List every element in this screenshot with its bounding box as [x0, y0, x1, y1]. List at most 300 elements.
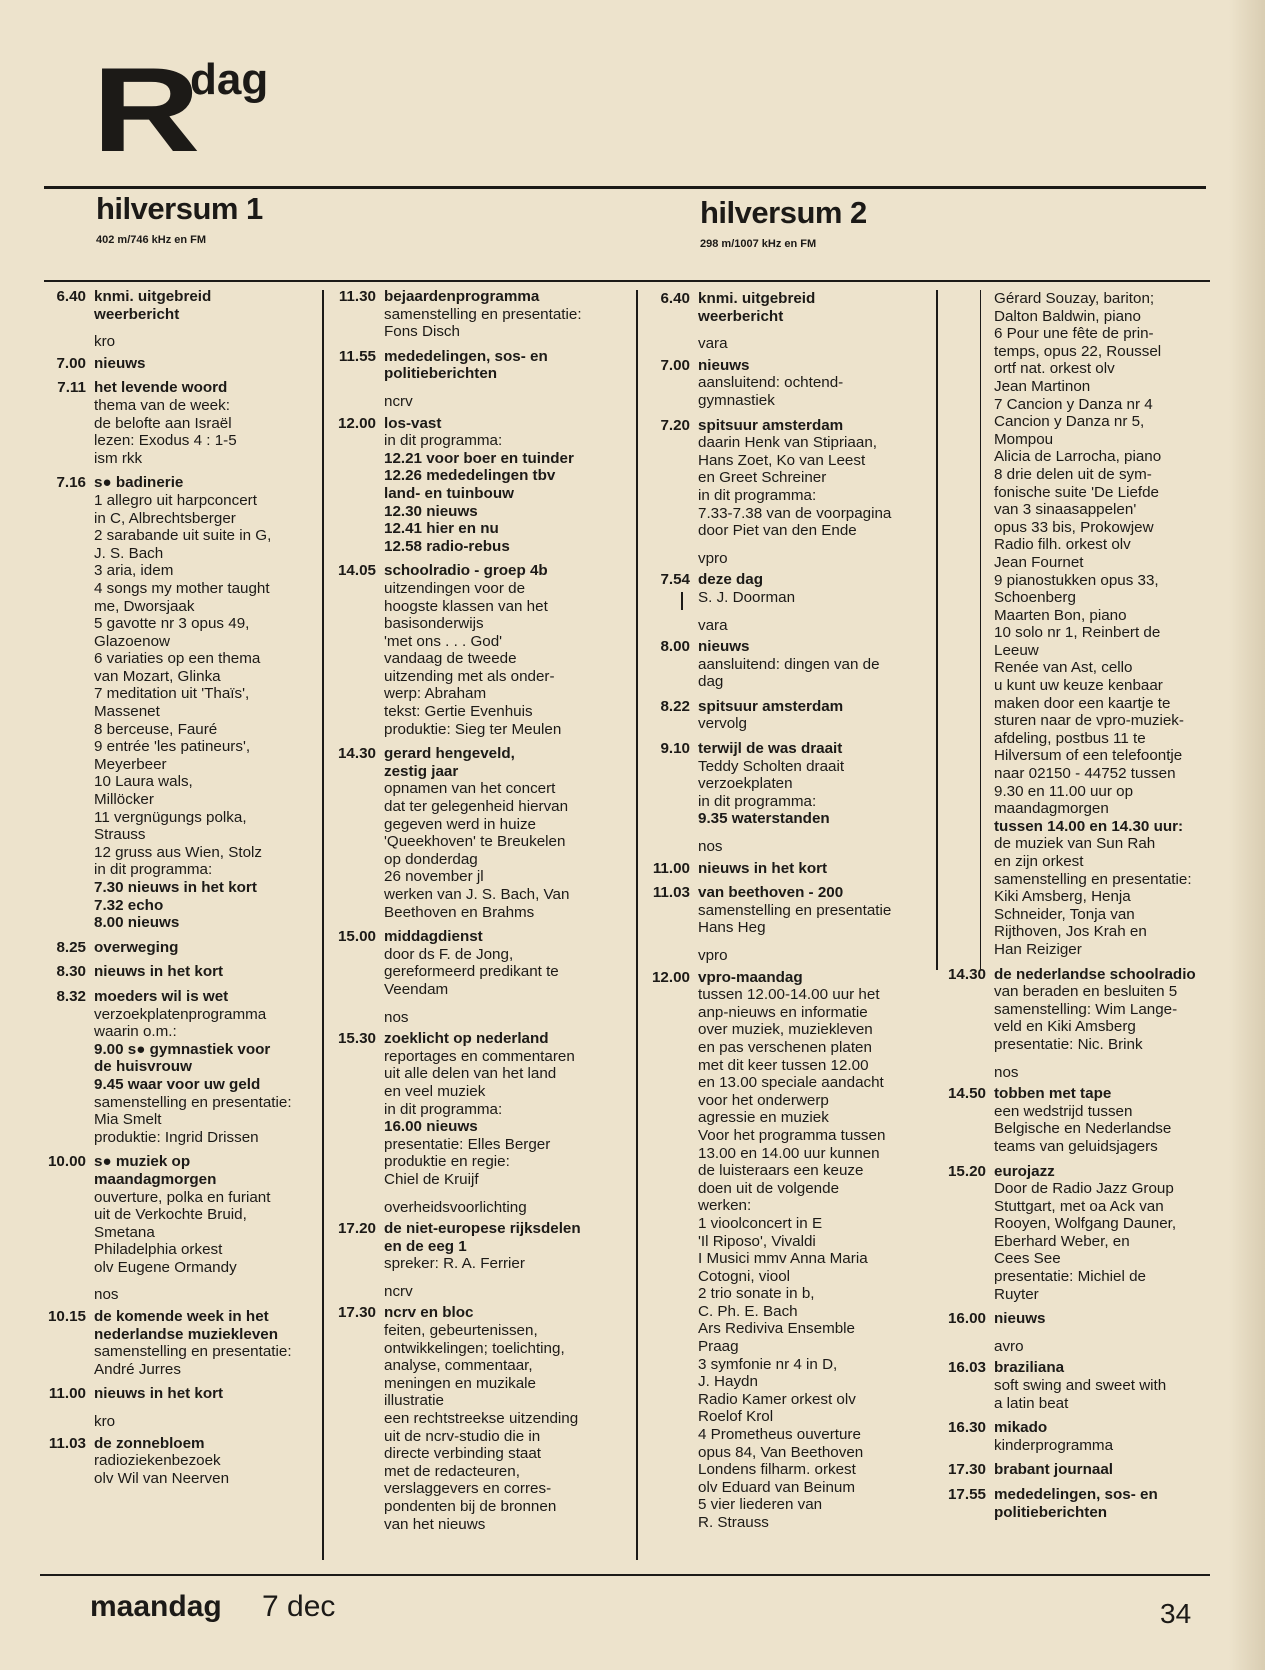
program-detail-line: olv Eduard van Beinum: [698, 1478, 856, 1496]
program-time: 7.20: [660, 416, 690, 434]
program-detail-line: Hilversum of een telefoontje: [994, 747, 1183, 765]
program-detail-line: 5 gavotte nr 3 opus 49,: [94, 615, 250, 633]
program-time: 7.00: [56, 354, 86, 372]
program-title: nieuws: [94, 354, 146, 372]
program-detail-line: 9.00 s● gymnastiek voor: [94, 1040, 271, 1058]
program-detail-line: teams van geluidsjagers: [994, 1137, 1158, 1155]
schedule-column-hilversum2-a: [644, 290, 934, 1539]
footer-day: maandag: [90, 1590, 222, 1623]
program-detail-line: soft swing and sweet with: [994, 1377, 1167, 1395]
program-detail-line: 10 solo nr 1, Reinbert de: [994, 624, 1161, 642]
program-detail-line: 7 Cancion y Danza nr 4: [994, 395, 1153, 413]
program-detail-line: R. Strauss: [698, 1514, 769, 1531]
broadcaster-label: nos: [384, 1008, 409, 1026]
program-time: 12.00: [337, 414, 376, 432]
program-detail-line: Glazoenow: [94, 632, 170, 650]
program-detail-line: presentatie: Elles Berger: [384, 1135, 551, 1153]
program-time: 7.54: [660, 571, 690, 589]
program-detail-line: Mia Smelt: [94, 1111, 162, 1129]
program-detail-line: 7.32 echo: [94, 896, 164, 914]
program-detail-line: verslaggevers en corres-: [384, 1480, 552, 1498]
broadcaster-label: vpro: [698, 947, 728, 964]
broadcaster-label: vpro: [698, 549, 728, 567]
program-entry: [644, 357, 934, 410]
program-time: 15.00: [337, 928, 376, 946]
program-detail-line: gereformeerd predikant te: [384, 963, 559, 981]
program-detail-line: Philadelphia orkest: [94, 1241, 223, 1259]
program-time: 7.16: [56, 474, 86, 492]
program-entry: [940, 1419, 1230, 1454]
program-detail-line: op donderdag: [384, 850, 478, 868]
program-title: nieuws in het kort: [94, 1385, 224, 1403]
program-detail-line: waarin o.m.:: [94, 1023, 177, 1041]
program-detail-line: verzoekplaten: [698, 775, 793, 793]
program-entry: [330, 1220, 630, 1273]
program-detail-line: basisonderwijs: [384, 615, 484, 633]
program-detail-line: ontwikkelingen; toelichting,: [384, 1339, 565, 1357]
program-detail-line: maken door een kaartje te: [994, 694, 1171, 712]
program-entry: [940, 290, 1230, 959]
program-detail-line: pondenten bij de bronnen: [384, 1498, 557, 1515]
program-time: 11.00: [652, 859, 690, 877]
program-detail-line: opus 84, Van Beethoven: [698, 1443, 864, 1461]
program-entry: [330, 288, 630, 341]
program-title: nieuws: [698, 356, 750, 374]
program-detail-line: Veendam: [384, 980, 449, 998]
program-entry: [40, 1153, 320, 1276]
program-title: de zonnebloem: [94, 1434, 205, 1452]
program-detail-line: tekst: Gertie Evenhuis: [384, 703, 533, 721]
program-detail-line: J. S. Bach: [94, 544, 164, 562]
program-detail-line: 11 vergnügungs polka,: [94, 808, 247, 826]
program-detail-line: voor het onderwerp: [698, 1091, 829, 1109]
program-detail-line: de belofte aan Israël: [94, 414, 232, 432]
program-detail-line: in C, Albrechtsberger: [94, 509, 236, 527]
program-detail-line: over muziek, muziekleven: [698, 1021, 873, 1039]
program-detail-line: 'Il Riposo', Vivaldi: [698, 1232, 816, 1250]
program-detail-line: 13.00 en 14.00 uur kunnen: [698, 1144, 880, 1162]
program-detail-line: fonische suite 'De Liefde: [994, 483, 1160, 501]
program-detail-line: dag: [698, 673, 724, 691]
program-detail-line: Door de Radio Jazz Group: [994, 1180, 1174, 1198]
program-title: nieuws: [994, 1310, 1046, 1328]
program-time: 8.25: [56, 938, 86, 956]
program-entry: [40, 939, 320, 957]
program-detail-line: 8 drie delen uit de sym-: [994, 465, 1152, 483]
program-entry: [940, 1486, 1230, 1521]
program-entry: [644, 698, 934, 733]
program-detail-line: Schoenberg: [994, 589, 1076, 607]
program-entry: [330, 348, 630, 383]
program-title: schoolradio - groep 4b: [384, 562, 548, 580]
program-time: 11.30: [338, 288, 376, 305]
program-detail-line: Teddy Scholten draait: [698, 757, 845, 775]
program-detail-line: presentatie: Michiel de: [994, 1268, 1146, 1286]
program-detail-line: 6 Pour une fête de prin-: [994, 325, 1154, 343]
broadcaster-label: overheidsvoorlichting: [384, 1198, 527, 1216]
program-detail-line: samenstelling en presentatie:: [94, 1093, 292, 1111]
program-detail-line: met de redacteuren,: [384, 1462, 520, 1480]
program-detail-line: Cancion y Danza nr 5,: [994, 413, 1145, 431]
program-detail-line: Rijthoven, Jos Krah en: [994, 923, 1147, 941]
program-detail-line: 8 berceuse, Fauré: [94, 720, 218, 738]
program-entry: [940, 1310, 1230, 1328]
program-title: knmi. uitgebreid: [94, 288, 212, 305]
program-title: de nederlandse schoolradio: [994, 965, 1196, 983]
program-detail-line: Maarten Bon, piano: [994, 606, 1127, 624]
program-detail-line: 12.26 mededelingen tbv: [384, 467, 556, 485]
schedule-column-hilversum2-b: [940, 290, 1230, 1528]
program-title: mededelingen, sos- en: [994, 1486, 1158, 1503]
program-detail-line: politieberichten: [384, 365, 498, 383]
program-detail-line: Gérard Souzay, bariton;: [994, 290, 1155, 307]
program-title: s● badinerie: [94, 474, 184, 492]
program-detail-line: 7.33-7.38 van de voorpagina: [698, 504, 892, 522]
program-detail-line: C. Ph. E. Bach: [698, 1302, 798, 1320]
program-detail-line: opnamen van het concert: [384, 780, 556, 798]
program-detail-line: Hans Zoet, Ko van Leest: [698, 451, 866, 469]
program-detail-line: 12.30 nieuws: [384, 502, 478, 520]
program-detail-line: u kunt uw keuze kenbaar: [994, 677, 1163, 695]
program-title: het levende woord: [94, 379, 228, 397]
program-time: 17.20: [337, 1220, 376, 1238]
program-title: eurojazz: [994, 1162, 1055, 1180]
program-time: 16.30: [947, 1419, 986, 1437]
program-entry: [40, 1385, 320, 1403]
program-entry: [644, 860, 934, 878]
program-detail-line: S. J. Doorman: [698, 588, 796, 606]
program-detail-line: 10 Laura wals,: [94, 773, 193, 791]
broadcaster-label: kro: [94, 333, 116, 351]
program-entry: [940, 1085, 1230, 1155]
program-detail-line: 9 pianostukken opus 33,: [994, 571, 1159, 589]
program-detail-line: in dit programma:: [384, 432, 503, 450]
header-rule: [44, 186, 1206, 189]
program-detail-line: 2 trio sonate in b,: [698, 1285, 815, 1303]
program-detail-line: verzoekplatenprogramma: [94, 1005, 267, 1023]
program-detail-line: a latin beat: [994, 1394, 1069, 1412]
program-detail-line: Radio filh. orkest olv: [994, 536, 1131, 554]
program-detail-line: Fons Disch: [384, 323, 460, 341]
station-title-1: hilversum 1: [96, 191, 263, 226]
program-detail-line: zestig jaar: [384, 762, 459, 780]
program-time: 6.40: [56, 288, 86, 305]
program-detail-line: met dit keer tussen 12.00: [698, 1056, 869, 1074]
program-detail-line: uitzendingen voor de: [384, 579, 526, 597]
program-detail-line: aansluitend: dingen van de: [698, 655, 880, 673]
program-title: zoeklicht op nederland: [384, 1030, 549, 1048]
program-entry: [644, 969, 934, 1532]
program-detail-line: 9 entrée 'les patineurs',: [94, 738, 251, 756]
program-detail-line: produktie en regie:: [384, 1153, 510, 1171]
program-detail-line: 4 Prometheus ouverture: [698, 1426, 861, 1444]
broadcaster-label: nos: [94, 1286, 119, 1304]
program-title: nieuws in het kort: [698, 859, 828, 877]
program-time: 11.55: [338, 347, 376, 365]
program-title: overweging: [94, 938, 179, 956]
program-detail-line: Beethoven en Brahms: [384, 903, 535, 921]
footer-rule: [40, 1574, 1210, 1576]
program-detail-line: 3 symfonie nr 4 in D,: [698, 1355, 838, 1373]
program-detail-line: 'met ons . . . God': [384, 632, 503, 650]
program-detail-line: nederlandse muziekleven: [94, 1325, 279, 1343]
program-detail-line: door Piet van den Ende: [698, 522, 857, 540]
program-title: ncrv en bloc: [384, 1304, 474, 1322]
program-title: deze dag: [698, 571, 763, 589]
program-title: los-vast: [384, 414, 442, 432]
program-detail-line: en veel muziek: [384, 1082, 486, 1100]
program-detail-line: door ds F. de Jong,: [384, 945, 514, 963]
program-entry: [40, 288, 320, 323]
program-detail-line: uit alle delen van het land: [384, 1065, 557, 1083]
program-title: mikado: [994, 1419, 1048, 1437]
program-detail-line: werp: Abraham: [384, 685, 487, 703]
program-detail-line: werken van J. S. Bach, Van: [384, 886, 570, 903]
program-detail-line: Londens filharm. orkest: [698, 1461, 856, 1479]
program-time: 7.11: [57, 379, 86, 397]
program-time: 16.00: [947, 1310, 986, 1328]
program-detail-line: maandagmorgen: [994, 800, 1109, 818]
broadcaster-label: avro: [994, 1337, 1024, 1355]
program-detail-line: reportages en commentaren: [384, 1047, 575, 1065]
program-detail-line: Schneider, Tonja van: [994, 905, 1135, 923]
program-time: 11.00: [48, 1385, 86, 1403]
program-detail-line: uitzending met als onder-: [384, 667, 555, 685]
program-detail-line: me, Dworsjaak: [94, 597, 195, 615]
program-entry: [644, 417, 934, 540]
program-detail-line: van Mozart, Glinka: [94, 667, 221, 685]
program-detail-line: 12.58 radio-rebus: [384, 537, 510, 555]
program-detail-line: veld en Kiki Amsberg: [994, 1018, 1136, 1036]
program-detail-line: vervolg: [698, 715, 747, 733]
program-title: spitsuur amsterdam: [698, 416, 844, 434]
program-time: 15.20: [947, 1162, 986, 1180]
broadcaster-label: ncrv: [384, 392, 413, 410]
program-detail-line: samenstelling en presentatie:: [94, 1343, 292, 1361]
broadcaster-label: vara: [698, 616, 728, 634]
program-entry: [40, 474, 320, 931]
program-detail-line: tussen 14.00 en 14.30 uur:: [994, 817, 1184, 835]
station-frequency-1: 402 m/746 kHz en FM: [96, 234, 207, 246]
broadcaster-label: kro: [94, 1413, 116, 1431]
program-detail-line: 'Queekhoven' te Breukelen: [384, 833, 566, 851]
program-detail-line: samenstelling: Wim Lange-: [994, 1000, 1178, 1018]
program-detail-line: thema van de week:: [94, 396, 230, 414]
program-time: 15.30: [337, 1030, 376, 1048]
program-detail-line: aansluitend: ochtend-: [698, 374, 844, 392]
program-detail-line: Strauss: [94, 826, 146, 844]
program-detail-line: J. Haydn: [698, 1373, 758, 1391]
program-time: 11.03: [48, 1434, 86, 1452]
program-detail-line: daarin Henk van Stipriaan,: [698, 434, 877, 452]
program-time: 14.30: [337, 745, 376, 763]
program-detail-line: hoogste klassen van het: [384, 597, 548, 615]
program-detail-line: Smetana: [94, 1223, 155, 1241]
program-title: knmi. uitgebreid: [698, 290, 816, 307]
page-edge-shade: [1229, 0, 1265, 1670]
stations-rule: [44, 280, 1210, 282]
column-divider-2: [636, 290, 638, 1560]
program-detail-line: I Musici mmv Anna Maria: [698, 1250, 868, 1268]
program-detail-line: ism rkk: [94, 449, 143, 467]
program-title: bejaardenprogramma: [384, 288, 540, 305]
program-detail-line: gegeven werd in huize: [384, 815, 536, 833]
program-detail-line: 3 aria, idem: [94, 562, 174, 580]
program-detail-line: Jean Martinon: [994, 377, 1091, 395]
program-detail-line: en zijn orkest: [994, 853, 1084, 870]
program-entry: [644, 884, 934, 937]
program-entry: [40, 1435, 320, 1488]
program-detail-line: feiten, gebeurtenissen,: [384, 1322, 538, 1340]
program-detail-line: weerbericht: [94, 305, 180, 323]
program-title: s● muziek op: [94, 1153, 191, 1171]
program-detail-line: 2 sarabande uit suite in G,: [94, 527, 272, 545]
program-detail-line: tussen 12.00-14.00 uur het: [698, 986, 880, 1004]
program-detail-line: Cotogni, viool: [698, 1267, 791, 1285]
column-divider-3: [936, 290, 938, 970]
program-time: 17.30: [947, 1461, 986, 1479]
program-detail-line: Rooyen, Wolfgang Dauner,: [994, 1215, 1177, 1233]
program-entry: [330, 928, 630, 998]
program-detail-line: samenstelling en presentatie:: [384, 305, 582, 323]
program-detail-line: kinderprogramma: [994, 1436, 1114, 1454]
program-detail-line: lezen: Exodus 4 : 1-5: [94, 432, 237, 450]
program-detail-line: spreker: R. A. Ferrier: [384, 1255, 525, 1273]
program-title: van beethoven - 200: [698, 884, 844, 902]
program-entry: [40, 379, 320, 467]
program-detail-line: maandagmorgen: [94, 1170, 217, 1188]
program-title: nieuws: [698, 638, 750, 656]
broadcaster-label: nos: [698, 838, 723, 856]
program-entry: [940, 1163, 1230, 1304]
program-time: 17.30: [337, 1304, 376, 1322]
program-detail-line: temps, opus 22, Roussel: [994, 342, 1162, 360]
program-detail-line: Millöcker: [94, 791, 154, 809]
program-detail-line: Massenet: [94, 703, 160, 721]
program-detail-line: van 3 sinaasappelen': [994, 501, 1137, 519]
program-time: 11.03: [652, 884, 690, 902]
program-detail-line: Roelof Krol: [698, 1408, 774, 1426]
program-entry: [940, 966, 1230, 1054]
program-detail-line: presentatie: Nic. Brink: [994, 1035, 1143, 1053]
program-detail-line: in dit programma:: [698, 486, 817, 504]
program-title: de komende week in het: [94, 1308, 269, 1326]
program-entry: [40, 988, 320, 1146]
program-detail-line: een wedstrijd tussen: [994, 1102, 1133, 1120]
program-detail-line: André Jurres: [94, 1360, 181, 1378]
program-detail-line: ouverture, polka en furiant: [94, 1188, 271, 1206]
program-detail-line: 12.41 hier en nu: [384, 520, 499, 538]
schedule-column-hilversum1-b: [330, 288, 630, 1540]
program-time: 14.30: [947, 965, 986, 983]
program-time: 14.05: [337, 562, 376, 580]
program-detail-line: 5 vier liederen van: [698, 1496, 823, 1514]
program-detail-line: 12.21 voor boer en tuinder: [384, 449, 574, 467]
program-detail-line: gymnastiek: [698, 391, 775, 409]
column-divider-1: [322, 290, 324, 1560]
program-detail-line: Cees See: [994, 1250, 1061, 1268]
program-detail-line: Alicia de Larrocha, piano: [994, 448, 1162, 466]
program-time: 8.32: [56, 987, 86, 1005]
program-detail-line: doen uit de volgende: [698, 1179, 840, 1197]
program-title: de niet-europese rijksdelen: [384, 1220, 581, 1238]
program-detail-line: naar 02150 - 44752 tussen: [994, 765, 1176, 783]
program-detail-line: land- en tuinbouw: [384, 484, 514, 502]
program-detail-line: en pas verschenen platen: [698, 1038, 872, 1056]
program-detail-line: Eberhard Weber, en: [994, 1232, 1130, 1250]
program-detail-line: en Greet Schreiner: [698, 469, 827, 487]
program-title: mededelingen, sos- en: [384, 347, 548, 365]
program-detail-line: 6 variaties op een thema: [94, 650, 261, 668]
program-detail-line: in dit programma:: [698, 792, 817, 810]
program-detail-line: radioziekenbezoek: [94, 1452, 221, 1470]
program-detail-line: een rechtstreekse uitzending: [384, 1410, 579, 1428]
program-detail-line: olv Eugene Ormandy: [94, 1258, 237, 1276]
station-title-2: hilversum 2: [700, 195, 867, 230]
program-detail-line: ortf nat. orkest olv: [994, 360, 1115, 378]
program-detail-line: politieberichten: [994, 1503, 1108, 1521]
program-time: 14.50: [947, 1085, 986, 1103]
program-detail-line: opus 33 bis, Prokowjew: [994, 518, 1154, 536]
program-time: 6.40: [660, 290, 690, 307]
program-detail-line: de huisvrouw: [94, 1058, 192, 1076]
program-title: nieuws in het kort: [94, 963, 224, 981]
program-detail-line: Dalton Baldwin, piano: [994, 307, 1141, 325]
page-number: 34: [1160, 1598, 1192, 1629]
logo-word: dag: [190, 55, 269, 104]
schedule-column-hilversum1-a: [40, 288, 320, 1494]
program-entry: [330, 562, 630, 738]
program-title: gerard hengeveld,: [384, 745, 515, 763]
program-entry: [644, 290, 934, 325]
program-title: vpro-maandag: [698, 968, 803, 986]
program-detail-line: de muziek van Sun Rah: [994, 835, 1156, 853]
program-entry: [40, 355, 320, 373]
program-detail-line: olv Wil van Neerven: [94, 1469, 230, 1487]
program-title: tobben met tape: [994, 1085, 1112, 1103]
program-detail-line: 1 vioolconcert in E: [698, 1214, 823, 1232]
program-time: 8.22: [660, 697, 690, 715]
program-detail-line: meningen en muzikale: [384, 1374, 536, 1392]
program-detail-line: 7.30 nieuws in het kort: [94, 879, 257, 896]
program-detail-line: van het nieuws: [384, 1515, 486, 1533]
program-detail-line: weerbericht: [698, 307, 784, 325]
program-entry: [940, 1461, 1230, 1479]
program-detail-line: van beraden en besluiten 5: [994, 983, 1178, 1001]
program-detail-line: vandaag de tweede: [384, 650, 517, 668]
program-detail-line: Belgische en Nederlandse: [994, 1120, 1172, 1138]
program-time: 7.00: [660, 356, 690, 374]
program-time: 12.00: [651, 968, 690, 986]
program-detail-line: Radio Kamer orkest olv: [698, 1390, 856, 1408]
program-detail-line: analyse, commentaar,: [384, 1357, 533, 1375]
program-detail-line: Mompou: [994, 430, 1054, 448]
program-detail-line: 7 meditation uit 'Thaïs',: [94, 685, 250, 703]
program-entry: [330, 415, 630, 556]
program-detail-line: uit de ncrv-studio die in: [384, 1427, 541, 1445]
program-entry: [330, 1304, 630, 1533]
program-detail-line: in dit programma:: [384, 1100, 503, 1118]
program-detail-line: 9.30 en 11.00 uur op: [994, 782, 1134, 800]
program-detail-line: dat ter gelegenheid hiervan: [384, 798, 569, 816]
program-detail-line: agressie en muziek: [698, 1109, 829, 1127]
footer-date: 7 dec: [262, 1590, 336, 1623]
program-detail-line: Voor het programma tussen: [698, 1126, 886, 1144]
program-detail-line: 9.35 waterstanden: [698, 810, 830, 828]
program-title: spitsuur amsterdam: [698, 697, 844, 715]
rdag-logo: [92, 43, 269, 177]
program-detail-line: 12 gruss aus Wien, Stolz: [94, 843, 262, 861]
